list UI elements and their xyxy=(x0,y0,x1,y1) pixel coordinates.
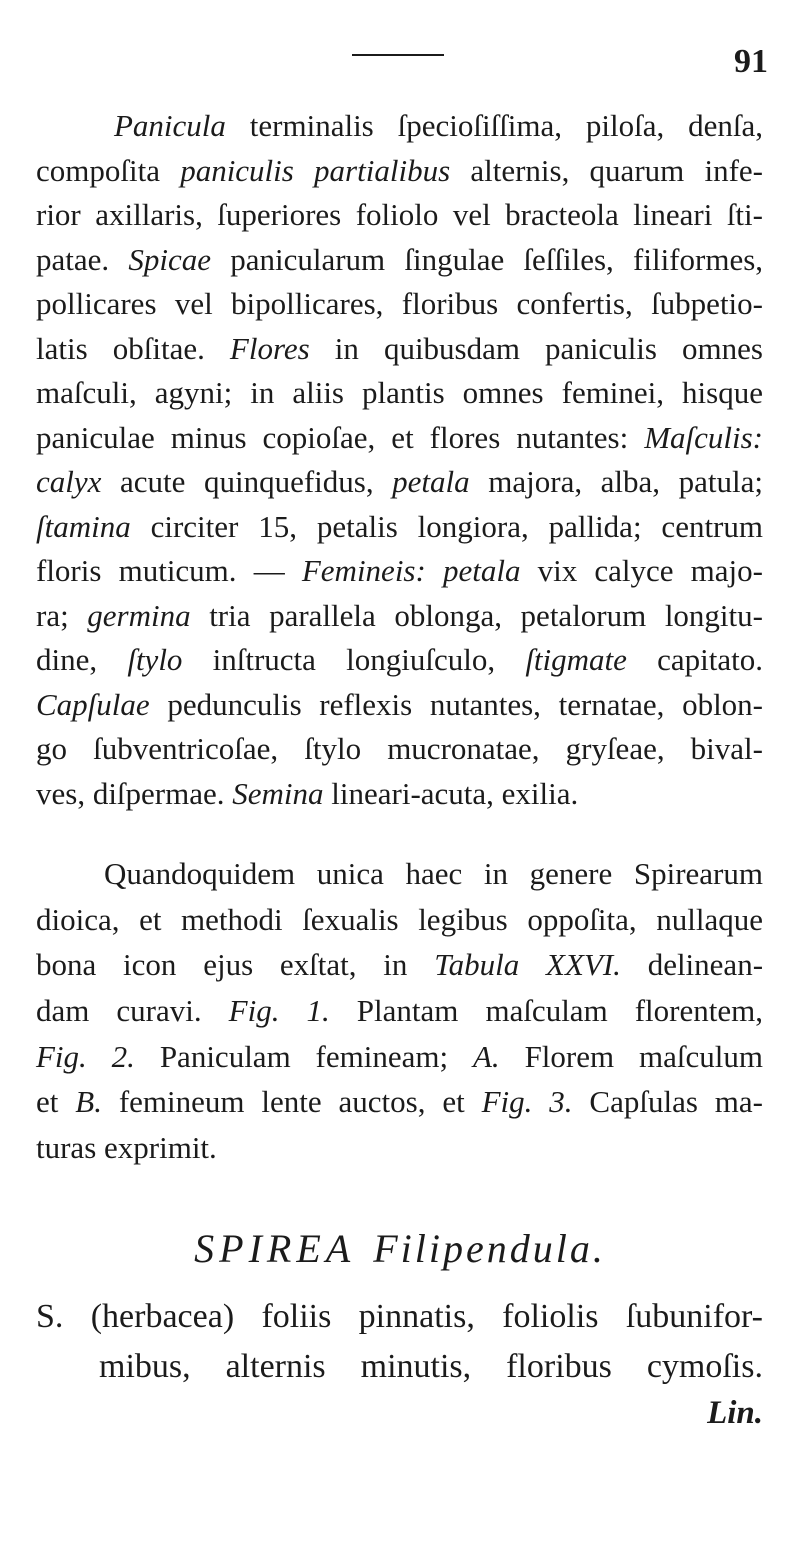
text-run: dioica, et methodi ſexualis legibus oppoſita, nullaque xyxy=(36,901,763,937)
text-line xyxy=(36,282,763,327)
italic-term: B. xyxy=(75,1084,102,1120)
genus-name: SPIREA xyxy=(194,1226,356,1271)
plate-paragraph xyxy=(36,851,763,1171)
italic-term: Fig. 3. xyxy=(481,1084,573,1120)
italic-term: Fig. 2. xyxy=(36,1038,135,1074)
italic-term: calyx xyxy=(36,464,102,499)
text-run: lineari-acuta, exilia. xyxy=(323,775,579,811)
text-run: terminalis ſpecioſiſſima, piloſa, denſa, xyxy=(225,108,763,143)
species-description xyxy=(36,1292,763,1392)
text-run: Quandoquidem unica haec in genere Spirearum xyxy=(104,856,763,891)
text-run: ves, diſpermae. xyxy=(36,775,233,811)
text-run: et xyxy=(36,1084,76,1120)
text-run: maſculi, agyni; in aliis plantis omnes feminei, hisque xyxy=(36,375,763,410)
text-run: tria parallela oblonga, petalorum longitu- xyxy=(190,597,763,633)
text-run: Plantam maſculam florentem, xyxy=(329,993,763,1029)
italic-term: Maſculis: xyxy=(644,419,763,455)
text-run: dam curavi. xyxy=(36,993,229,1029)
text-run: ra; xyxy=(36,597,88,633)
text-line xyxy=(36,460,763,505)
text-line xyxy=(36,371,763,416)
italic-term: ſtamina xyxy=(36,508,131,544)
taxon-authority: Lin. xyxy=(707,1395,763,1431)
text-run: capitato. xyxy=(626,642,763,677)
species-epithet: Filipendula. xyxy=(373,1226,606,1271)
text-line xyxy=(36,727,763,772)
text-line xyxy=(36,942,763,988)
text-line xyxy=(36,1034,763,1080)
text-run: patae. xyxy=(36,241,129,277)
italic-term: ſtylo xyxy=(127,642,183,677)
text-run: Paniculam femineam; xyxy=(134,1038,473,1074)
text-run: Capſulas ma- xyxy=(572,1084,763,1120)
text-run: pollicares vel bipollicares, floribus confertis, ſubpetio- xyxy=(36,286,763,321)
text-line xyxy=(36,638,763,683)
italic-term: Semina xyxy=(232,775,324,811)
italic-term: Spicae xyxy=(128,241,211,277)
description-paragraph xyxy=(36,104,763,816)
text-run: rior axillaris, ſuperiores foliolo vel bracteola lineari ſti- xyxy=(36,197,763,232)
text-line xyxy=(36,683,763,728)
italic-term: germina xyxy=(87,597,191,633)
species-heading xyxy=(0,1225,800,1273)
italic-term: A. xyxy=(473,1038,500,1074)
text-line xyxy=(36,327,763,372)
text-line xyxy=(36,1125,763,1171)
page-number: 91 xyxy=(734,43,768,80)
text-run: bona icon ejus exſtat, in xyxy=(36,947,435,983)
italic-term: Panicula xyxy=(114,108,226,143)
species-description-line: S. (herbacea) foliis pinnatis, foliolis ſubunifor- xyxy=(36,1298,763,1335)
italic-term: ſtigmate xyxy=(525,642,627,677)
text-run: circiter 15, petalis longiora, pallida; centrum xyxy=(130,508,763,544)
text-run: compoſita xyxy=(36,152,181,188)
text-run: floris muticum. — xyxy=(36,553,302,588)
text-run: vix calyce majo- xyxy=(520,553,763,588)
text-line xyxy=(36,505,763,550)
italic-term: paniculis partialibus xyxy=(180,152,451,188)
italic-term: Flores xyxy=(229,330,310,366)
header-rule xyxy=(352,54,444,56)
text-line xyxy=(36,897,763,943)
text-line xyxy=(36,594,763,639)
text-run: turas exprimit. xyxy=(36,1130,217,1166)
text-run: dine, xyxy=(36,642,128,677)
text-line xyxy=(36,416,763,461)
species-description-line: mibus, alternis minutis, floribus cymoſis. xyxy=(99,1348,763,1385)
text-run: pedunculis reflexis nutantes, ternatae, oblon- xyxy=(149,686,763,722)
text-line xyxy=(36,772,763,817)
text-line xyxy=(36,104,763,149)
text-run: majora, alba, patula; xyxy=(469,464,763,499)
italic-term: petala xyxy=(392,464,470,499)
text-run: panicularum ſingulae ſeſſiles, filiformes, xyxy=(211,241,764,277)
text-run: inſtructa longiuſculo, xyxy=(182,642,526,677)
text-run: femineum lente auctos, et xyxy=(101,1084,482,1120)
text-line xyxy=(36,149,763,194)
text-line xyxy=(36,988,763,1034)
text-line xyxy=(36,851,763,897)
text-run: Florem maſculum xyxy=(499,1038,763,1074)
text-line xyxy=(36,193,763,238)
text-line xyxy=(36,238,763,283)
text-run: latis obſitae. xyxy=(36,330,230,366)
text-run: go ſubventricoſae, ſtylo mucronatae, gryſeae, bival- xyxy=(36,731,763,766)
text-run: delinean- xyxy=(620,947,764,983)
text-run: in quibusdam paniculis omnes xyxy=(309,330,763,366)
text-line xyxy=(36,549,763,594)
text-run: alternis, quarum infe- xyxy=(450,152,763,188)
italic-term: Capſulae xyxy=(36,686,150,722)
italic-term: Fig. 1. xyxy=(228,993,330,1029)
text-run: paniculae minus copioſae, et flores nutantes: xyxy=(36,419,645,455)
italic-term: Femineis: petala xyxy=(301,553,521,588)
italic-term: Tabula XXVI. xyxy=(434,947,621,983)
text-line xyxy=(36,1079,763,1125)
text-run: acute quinquefidus, xyxy=(101,464,393,499)
